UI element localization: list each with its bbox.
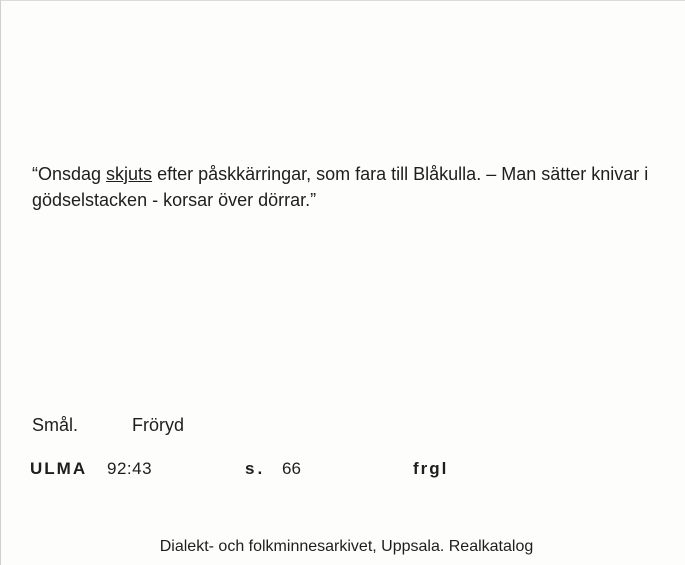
reference-row: [1, 457, 685, 481]
quote-text-end: efter påskkärringar, som fara till Blåkulla. – Man sätter knivar i gödselstacken - korsar över dörrar.”: [32, 164, 649, 210]
page-number: 66: [282, 459, 301, 478]
quote-underlined-word: skjuts: [106, 164, 153, 184]
quote-text-start: “Onsdag: [32, 164, 107, 184]
place-row: [32, 413, 185, 437]
category-code: frgl: [413, 459, 449, 478]
record-number: 92:43: [107, 459, 153, 478]
province-label: Smål.: [32, 415, 79, 435]
page-label: s.: [245, 459, 266, 478]
quote-text: [32, 161, 662, 213]
archive-footer: Dialekt- och folkminnesarkivet, Uppsala. Realkatalog: [159, 538, 534, 555]
parish-label: Fröryd: [132, 415, 185, 435]
archive-code: ULMA: [30, 459, 88, 478]
